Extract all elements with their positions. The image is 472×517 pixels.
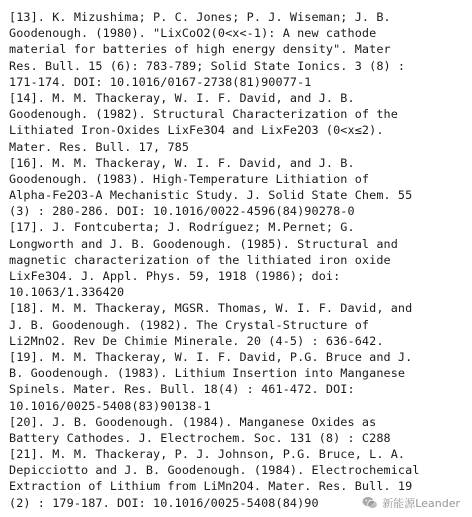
reference-line: [18]. M. M. Thackeray, MGSR. Thomas, W. I. F. David, and (9, 301, 413, 316)
reference-line: Res. Bull. 15 (6): 783-789; Solid State Ionics. 3 (8) : (9, 58, 406, 73)
reference-line: B. Goodenough. (1983). Lithium Insertion into Manganese (9, 366, 406, 381)
reference-line: [17]. J. Fontcuberta; J. Rodríguez; M.Pernet; G. (9, 220, 355, 235)
reference-line: 10.1063/1.336420 (9, 285, 125, 300)
reference-line: [13]. K. Mizushima; P. C. Jones; P. J. Wiseman; J. B. (9, 10, 391, 24)
wechat-icon (362, 496, 378, 510)
reference-line: Goodenough. (1982). Structural Characterization of the (9, 107, 398, 122)
reference-line: J. B. Goodenough. (1982). The Crystal-Structure of (9, 317, 370, 332)
reference-line: (2) : 179-187. DOI: 10.1016/0025-5408(84)90 (9, 495, 319, 510)
reference-line: Spinels. Mater. Res. Bull. 18(4) : 461-472. DOI: (9, 382, 355, 397)
reference-line: Goodenough. (1980). "LixCoO2(0<x<-1): A new cathode (9, 26, 377, 41)
reference-line: Lithiated Iron-Oxides LixFe3O4 and LixFe2O3 (0<x≤2). (9, 123, 384, 138)
reference-list (9, 9, 467, 511)
reference-line: Alpha-Fe2O3-A Mechanistic Study. J. Solid State Chem. 55 (9, 188, 413, 203)
reference-line: LixFe3O4. J. Appl. Phys. 59, 1918 (1986); doi: (9, 269, 341, 283)
reference-line: Longworth and J. B. Goodenough. (1985). Structural and (9, 236, 398, 251)
reference-line: 171-174. DOI: 10.1016/0167-2738(81)90077-1 (9, 74, 312, 89)
reference-line: [14]. M. M. Thackeray, W. I. F. David, and J. B. (9, 90, 355, 105)
reference-line: Depicciotto and J. B. Goodenough. (1984). Electrochemical (9, 463, 420, 478)
reference-line: Mater. Res. Bull. 17, 785 (9, 139, 190, 154)
reference-line: [19]. M. M. Thackeray, W. I. F. David, P.G. Bruce and J. (9, 349, 413, 364)
reference-line: Goodenough. (1983). High-Temperature Lithiation of (9, 171, 370, 186)
reference-line: Extraction of Lithium from LiMn2O4. Mater. Res. Bull. 19 (9, 479, 413, 494)
reference-line: Li2MnO2. Rev De Chimie Minerale. 20 (4-5) : 636-642. (9, 333, 384, 348)
reference-line: [21]. M. M. Thackeray, P. J. Johnson, P.G. Bruce, L. A. (9, 447, 406, 462)
reference-line: (3) : 280-286. DOI: 10.1016/0022-4596(84)90278-0 (9, 204, 355, 219)
watermark-text: 新能源Leander (382, 497, 460, 510)
reference-line: 10.1016/0025-5408(83)90138-1 (9, 398, 211, 413)
watermark (360, 495, 462, 511)
reference-line: [20]. J. B. Goodenough. (1984). Manganese Oxides as (9, 414, 377, 429)
reference-line: Battery Cathodes. J. Electrochem. Soc. 131 (8) : C288 (9, 430, 391, 445)
reference-line: material for batteries of high energy density". Mater (9, 42, 391, 57)
reference-line: magnetic characterization of the lithiated iron oxide (9, 252, 391, 267)
reference-line: [16]. M. M. Thackeray, W. I. F. David, and J. B. (9, 155, 355, 170)
